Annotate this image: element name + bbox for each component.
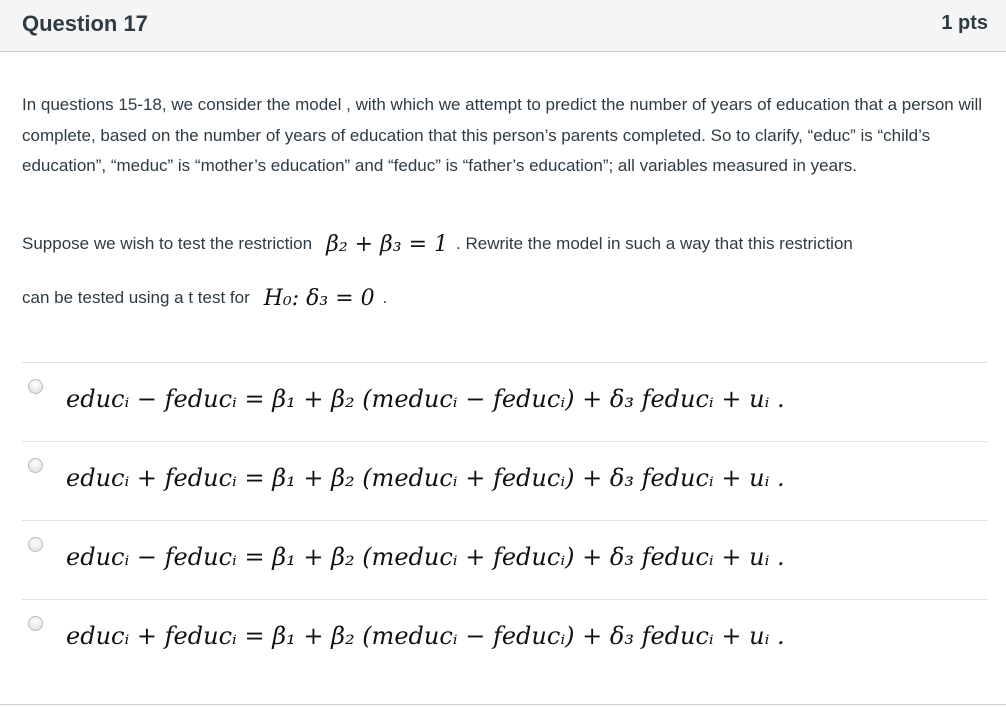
answer-equation: educᵢ + feducᵢ = β₁ + β₂ (meducᵢ + feducᵢ) + δ₃ feducᵢ + uᵢ . [66,464,785,492]
restriction-after: . Rewrite the model in such a way that this restriction [456,234,853,253]
restriction-intro: Suppose we wish to test the restriction [22,234,313,253]
answer-option-3[interactable] [22,520,988,599]
answer-equation: educᵢ + feducᵢ = β₁ + β₂ (meducᵢ − feducᵢ) + δ₃ feducᵢ + uᵢ . [66,622,785,650]
radio-button[interactable] [28,458,43,473]
bottom-divider [0,704,1006,705]
question-title: Question 17 [22,11,148,36]
answer-option-1[interactable] [22,362,988,441]
answer-option-2[interactable] [22,441,988,520]
restriction-line [22,232,992,257]
question-header [0,0,1006,52]
radio-button[interactable] [28,379,43,394]
restriction-math: β₂ + β₃ = 1 [326,232,449,257]
radio-button[interactable] [28,537,43,552]
test-math: H₀: δ₃ = 0 [263,286,375,311]
test-intro: can be tested using a t test for [22,288,250,307]
question-paragraph: In questions 15-18, we consider the model , with which we attempt to predict the number of years of education that a person will complete, based on the number of years of education that this person’s parents completed. So to clarify, “educ” is “child’s education”, “meduc” is “mother’s education” and “feduc” is “father’s education”; all variables measured in years. [22,95,983,175]
test-after: . [382,288,388,307]
test-line [22,286,992,311]
answer-equation: educᵢ − feducᵢ = β₁ + β₂ (meducᵢ + feducᵢ) + δ₃ feducᵢ + uᵢ . [66,543,785,571]
answer-list [22,362,988,678]
question-points: 1 pts [941,12,988,34]
radio-button[interactable] [28,616,43,631]
answer-equation: educᵢ − feducᵢ = β₁ + β₂ (meducᵢ − feducᵢ) + δ₃ feducᵢ + uᵢ . [66,385,785,413]
answer-option-4[interactable] [22,599,988,678]
